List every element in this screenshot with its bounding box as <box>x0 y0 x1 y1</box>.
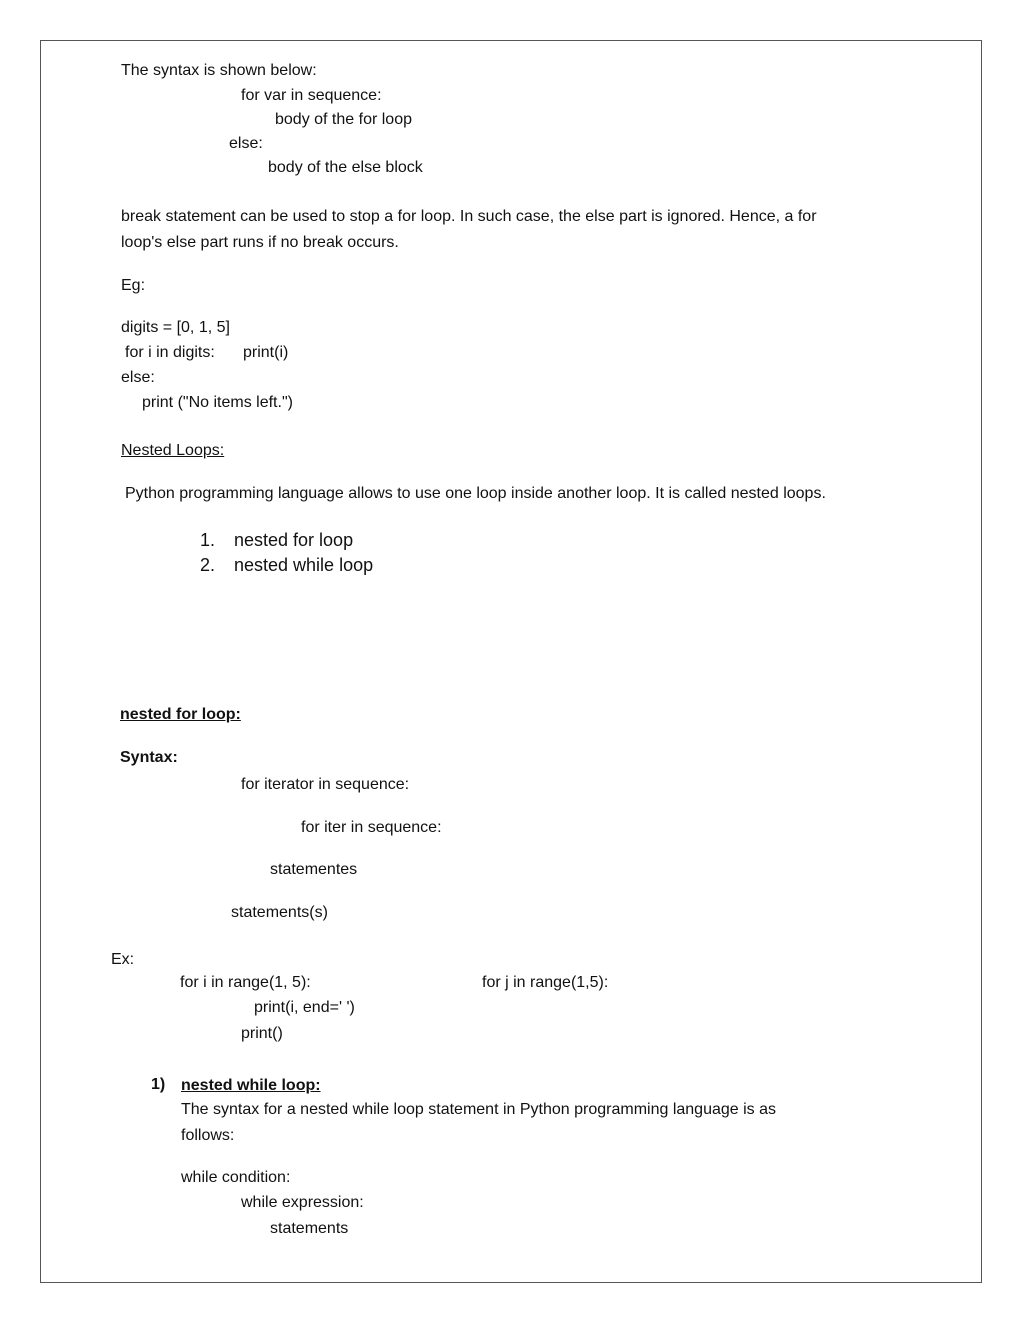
list-item-text: nested for loop <box>234 530 354 550</box>
while-section-number: 1) <box>151 1076 166 1093</box>
nested-for-heading: nested for loop: <box>120 706 241 723</box>
for-else-syntax-line: body of the else block <box>268 159 423 176</box>
ex-code-line: for j in range(1,5): <box>482 974 609 991</box>
eg-label: Eg: <box>121 277 146 294</box>
nested-for-syntax-line: for iter in sequence: <box>301 819 442 836</box>
nested-while-paragraph-line: follows: <box>181 1127 235 1144</box>
list-item-number: 1. <box>200 530 216 550</box>
ex-code-line: for i in range(1, 5): <box>180 974 311 991</box>
eg-code-line: print ("No items left.") <box>142 394 293 411</box>
eg-code-line: print(i) <box>243 344 289 361</box>
nested-loops-heading: Nested Loops: <box>121 442 225 459</box>
eg-code-line: digits = [0, 1, 5] <box>121 319 230 336</box>
nested-while-code-line: statements <box>270 1220 349 1237</box>
break-paragraph-line: break statement can be used to stop a for loop. In such case, the else part is ignored. Hence, a for <box>121 208 817 225</box>
nested-loops-paragraph: Python programming language allows to use one loop inside another loop. It is called nested loops. <box>125 485 826 502</box>
eg-code-line: else: <box>121 369 155 386</box>
list-item-number: 2. <box>200 555 216 575</box>
nested-for-syntax-line: for iterator in sequence: <box>241 776 410 793</box>
nested-for-syntax-line: statements(s) <box>231 904 328 921</box>
for-else-syntax-line: else: <box>229 135 263 152</box>
ex-code-line: print() <box>241 1025 283 1042</box>
list-item-text: nested while loop <box>234 555 374 575</box>
ex-code-line: print(i, end=' ') <box>254 999 355 1016</box>
for-else-syntax-line: for var in sequence: <box>241 87 382 104</box>
nested-while-heading: nested while loop: <box>181 1077 321 1094</box>
nested-while-paragraph-line: The syntax for a nested while loop statement in Python programming language is as <box>181 1101 776 1118</box>
syntax-intro: The syntax is shown below: <box>121 62 317 79</box>
syntax-label: Syntax: <box>120 749 178 766</box>
for-else-syntax-line: body of the for loop <box>275 111 412 128</box>
nested-while-code-line: while expression: <box>241 1194 364 1211</box>
eg-code-line: for i in digits: <box>125 344 215 361</box>
nested-while-code-line: while condition: <box>181 1169 291 1186</box>
break-paragraph-line: loop's else part runs if no break occurs. <box>121 234 399 251</box>
nested-for-syntax-line: statementes <box>270 861 358 878</box>
ex-label: Ex: <box>111 951 135 968</box>
